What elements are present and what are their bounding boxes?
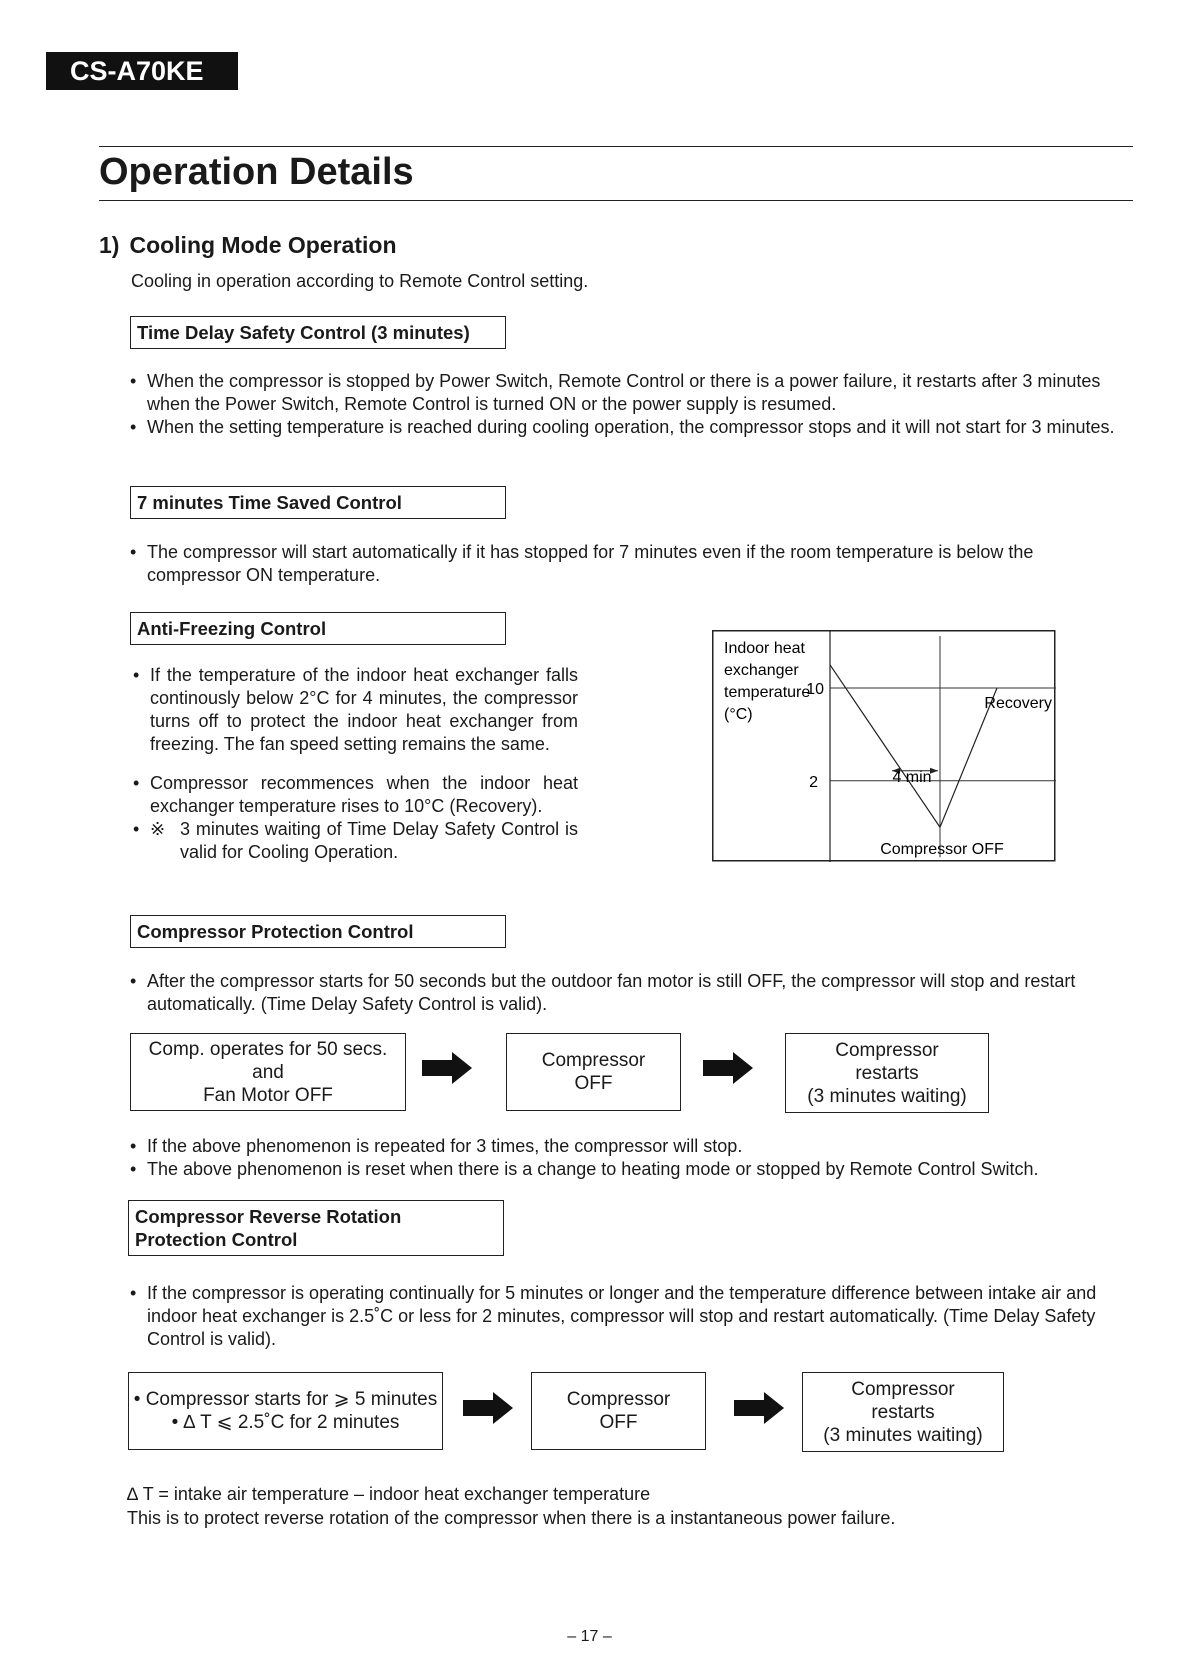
- delta-t-definition: ∆ T = intake air temperature – indoor heat exchanger temperature: [127, 1484, 651, 1504]
- temperature-line: [830, 665, 997, 827]
- flow-line: restarts: [855, 1062, 919, 1084]
- list-item: • Compressor recommences when the indoor heat exchanger temperature rises to 10°C (Recovery).: [133, 772, 578, 818]
- anti-freezing-note: [133, 818, 578, 864]
- note-text: 3 minutes waiting of Time Delay Safety Control is valid for Cooling Operation.: [180, 819, 578, 862]
- flow-line: • ∆ T ⩽ 2.5˚C for 2 minutes: [171, 1412, 400, 1433]
- compressor-protection-heading: Compressor Protection Control: [130, 915, 506, 948]
- compressor-protection-after-bullets: [130, 1135, 1140, 1181]
- list-item: • After the compressor starts for 50 seconds but the outdoor fan motor is still OFF, the compressor will stop and restart automatically. (Time Delay Safety Control is valid).: [130, 970, 1120, 1016]
- page-number: – 17 –: [567, 1628, 612, 1645]
- y-label-line2: exchanger: [724, 662, 799, 679]
- anti-freezing-heading: Anti-Freezing Control: [130, 612, 506, 645]
- time-delay-heading: Time Delay Safety Control (3 minutes): [130, 316, 506, 349]
- time-delay-bullets: [130, 370, 1120, 439]
- section-title: Cooling Mode Operation: [129, 232, 397, 258]
- closing-statement: This is to protect reverse rotation of the compressor when there is a instantaneous power failure.: [127, 1508, 896, 1528]
- list-item: • When the setting temperature is reached during cooling operation, the compressor stops and it will not start for 3 minutes.: [130, 416, 1120, 439]
- model-tag: CS-A70KE: [46, 52, 238, 90]
- heading-line: Protection Control: [135, 1229, 298, 1250]
- flow-box-restart: [785, 1033, 989, 1113]
- compressor-protection-bullets: [130, 970, 1120, 1016]
- flow-line: OFF: [599, 1412, 638, 1433]
- right-arrow-icon: [703, 1052, 755, 1084]
- flow-box-off-2: [531, 1372, 706, 1450]
- recovery-label: Recovery: [984, 695, 1052, 712]
- flow-box-restart-2: [802, 1372, 1004, 1452]
- seven-min-heading: 7 minutes Time Saved Control: [130, 486, 506, 519]
- flow-line: Comp. operates for 50 secs.: [148, 1038, 388, 1060]
- right-arrow-icon: [422, 1052, 474, 1084]
- note-mark: • ※: [150, 819, 166, 839]
- flow-line: • Compressor starts for ⩾ 5 minutes: [133, 1389, 438, 1410]
- list-item: • If the temperature of the indoor heat exchanger falls continously below 2°C for 4 minutes, the compressor turns off to protect the indoor heat exchanger from freezing. The fan speed setting remains the same.: [133, 664, 578, 756]
- section-heading: [99, 232, 397, 259]
- y-tick-2: 2: [809, 773, 818, 791]
- section-intro: Cooling in operation according to Remote Control setting.: [131, 271, 589, 291]
- flow-line: Compressor: [835, 1039, 939, 1061]
- list-item: • When the compressor is stopped by Power Switch, Remote Control or there is a power failure, it restarts after 3 minutes when the Power Switch, Remote Control is turned ON or the power supply is resumed.: [130, 370, 1120, 416]
- flow-line: Compressor: [566, 1389, 671, 1410]
- flow-line: (3 minutes waiting): [807, 1085, 967, 1107]
- section-number: 1): [99, 232, 120, 258]
- list-item: • The above phenomenon is reset when there is a change to heating mode or stopped by Remote Control Switch.: [130, 1158, 1140, 1181]
- heading-line: Compressor Reverse Rotation: [135, 1206, 402, 1227]
- y-label-line3: temperature: [724, 684, 811, 701]
- flow-line: Fan Motor OFF: [203, 1084, 333, 1106]
- seven-min-bullets: [130, 541, 1120, 587]
- flow-box-condition-2: [128, 1372, 443, 1450]
- flow-line: Compressor: [851, 1378, 955, 1400]
- flow-line: and: [252, 1061, 284, 1083]
- flow-line: restarts: [871, 1401, 935, 1423]
- flow-line: Compressor: [541, 1050, 646, 1071]
- right-arrow-icon: [734, 1392, 786, 1424]
- reverse-rotation-heading: [128, 1200, 504, 1256]
- y-label-line4: (°C): [724, 706, 753, 723]
- anti-freezing-bullets: [133, 664, 578, 864]
- list-item: • If the above phenomenon is repeated for 3 times, the compressor will stop.: [130, 1135, 1140, 1158]
- y-label-line1: Indoor heat: [724, 640, 805, 657]
- flow-line: (3 minutes waiting): [823, 1424, 983, 1446]
- title-rule-bottom: [99, 200, 1133, 201]
- right-arrow-icon: [463, 1392, 515, 1424]
- four-min-label: 4 min: [892, 769, 932, 786]
- anti-freezing-chart: [712, 630, 1056, 862]
- flow-box-condition: [130, 1033, 406, 1111]
- page-title: Operation Details: [99, 151, 414, 193]
- reverse-rotation-bullets: [130, 1282, 1130, 1351]
- y-tick-10: 10: [806, 681, 824, 698]
- compressor-off-label: Compressor OFF: [880, 841, 1004, 858]
- flow-line: OFF: [574, 1073, 613, 1094]
- flow-box-off: [506, 1033, 681, 1111]
- list-item: • The compressor will start automatically if it has stopped for 7 minutes even if the room temperature is below the compressor ON temperature.: [130, 541, 1120, 587]
- list-item: • If the compressor is operating continually for 5 minutes or longer and the temperature difference between intake air and indoor heat exchanger is 2.5˚C or less for 2 minutes, compressor will stop and restart automatically. (Time Delay Safety Control is valid).: [130, 1282, 1130, 1351]
